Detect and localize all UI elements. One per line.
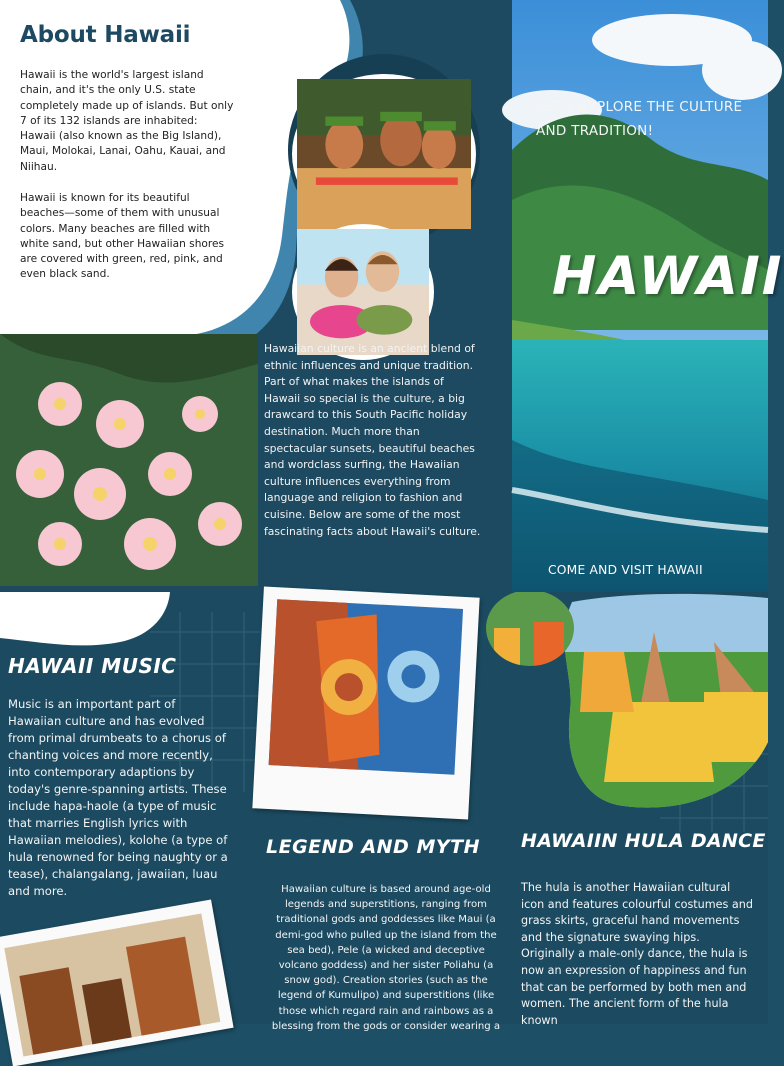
hula-dancers-photo — [292, 74, 476, 234]
about-paragraph-1: Hawaii is the world's largest island chain, and it's the only U.S. state completely made up of islands. But only 7 of its 132 islands are inhabited: Hawaii (also known as the Big Island), Maui, Molokai, Lanai, Oahu, Kauai, and Niihau. — [20, 69, 234, 173]
music-paragraph: Music is an important part of Hawaiian culture and has evolved from primal drumbeats to a chorus of chanting voices and more recently, into contemporary adaptions by today's genre-spanning artists. These include hapa-haole (a type of music that marries English lyrics with Hawaiian melodies), kolohe (a type of hula renowned for being naughty or a tease), chalangalang, jawaiian, luau and more. — [8, 697, 228, 898]
about-paragraph-2: Hawaii is known for its beautiful beaches—some of them with unusual colors. Many beaches are filled with white sand, but other Hawaiian shores are covered with green, red, pink, and even black sand. — [20, 192, 225, 281]
cover-tagline: LET'S EXPLORE THE CULTURE AND TRADITION! — [536, 99, 743, 139]
about-panel — [0, 0, 512, 592]
about-title: About Hawaii — [20, 22, 191, 48]
fabric-polaroid — [252, 586, 479, 819]
cover-title: HAWAII — [552, 246, 784, 307]
culture-paragraph: Hawaiian culture is an ancient blend of ethnic influences and unique tradition. Part of what makes the islands of Hawaii so special is the culture, a big drawcard to this South Pacific holiday destination. Much more than spectacular sunsets, beautiful beaches and wordclass surfing, the Hawaiian culture influences everything from language and religion to fashion and cuisine. Below are some of the most fascinating facts about Hawaii's culture. — [264, 342, 481, 538]
bottom-panels — [0, 592, 768, 1032]
cover-panel — [512, 0, 784, 592]
hula-paragraph: The hula is another Hawaiian cultural icon and features colourful costumes and grass skirts, graceful hand movements and the signature swaying hips. Originally a male-only dance, the hula is now an expression of happiness and fun that can be performed by both men and women. The ancient form of the hula known — [521, 881, 753, 1027]
couple-photo — [292, 224, 434, 360]
hula-title: HAWAIIN HULA DANCE — [521, 830, 766, 852]
hula-dancers-photo-blob — [484, 592, 768, 814]
legend-paragraph: Hawaiian culture is based around age-old legends and superstitions, ranging from traditional gods and goddesses like Maui (a demi-god who pulled up the island from the sea bed), Pele (a wicked and deceptive volcano goddess) and her sister Poliahu (a snow god). Creation stories (such as the legend of Kumulipo) and superstitions (like those which regard rain and rainbows as a blessing from the gods or consider wearing a — [271, 884, 501, 1032]
plumeria-flowers-photo — [0, 334, 258, 586]
cover-visit-text: COME AND VISIT HAWAII — [548, 563, 703, 577]
music-title: HAWAII MUSIC — [8, 654, 177, 678]
legend-title: LEGEND AND MYTH — [266, 836, 480, 858]
